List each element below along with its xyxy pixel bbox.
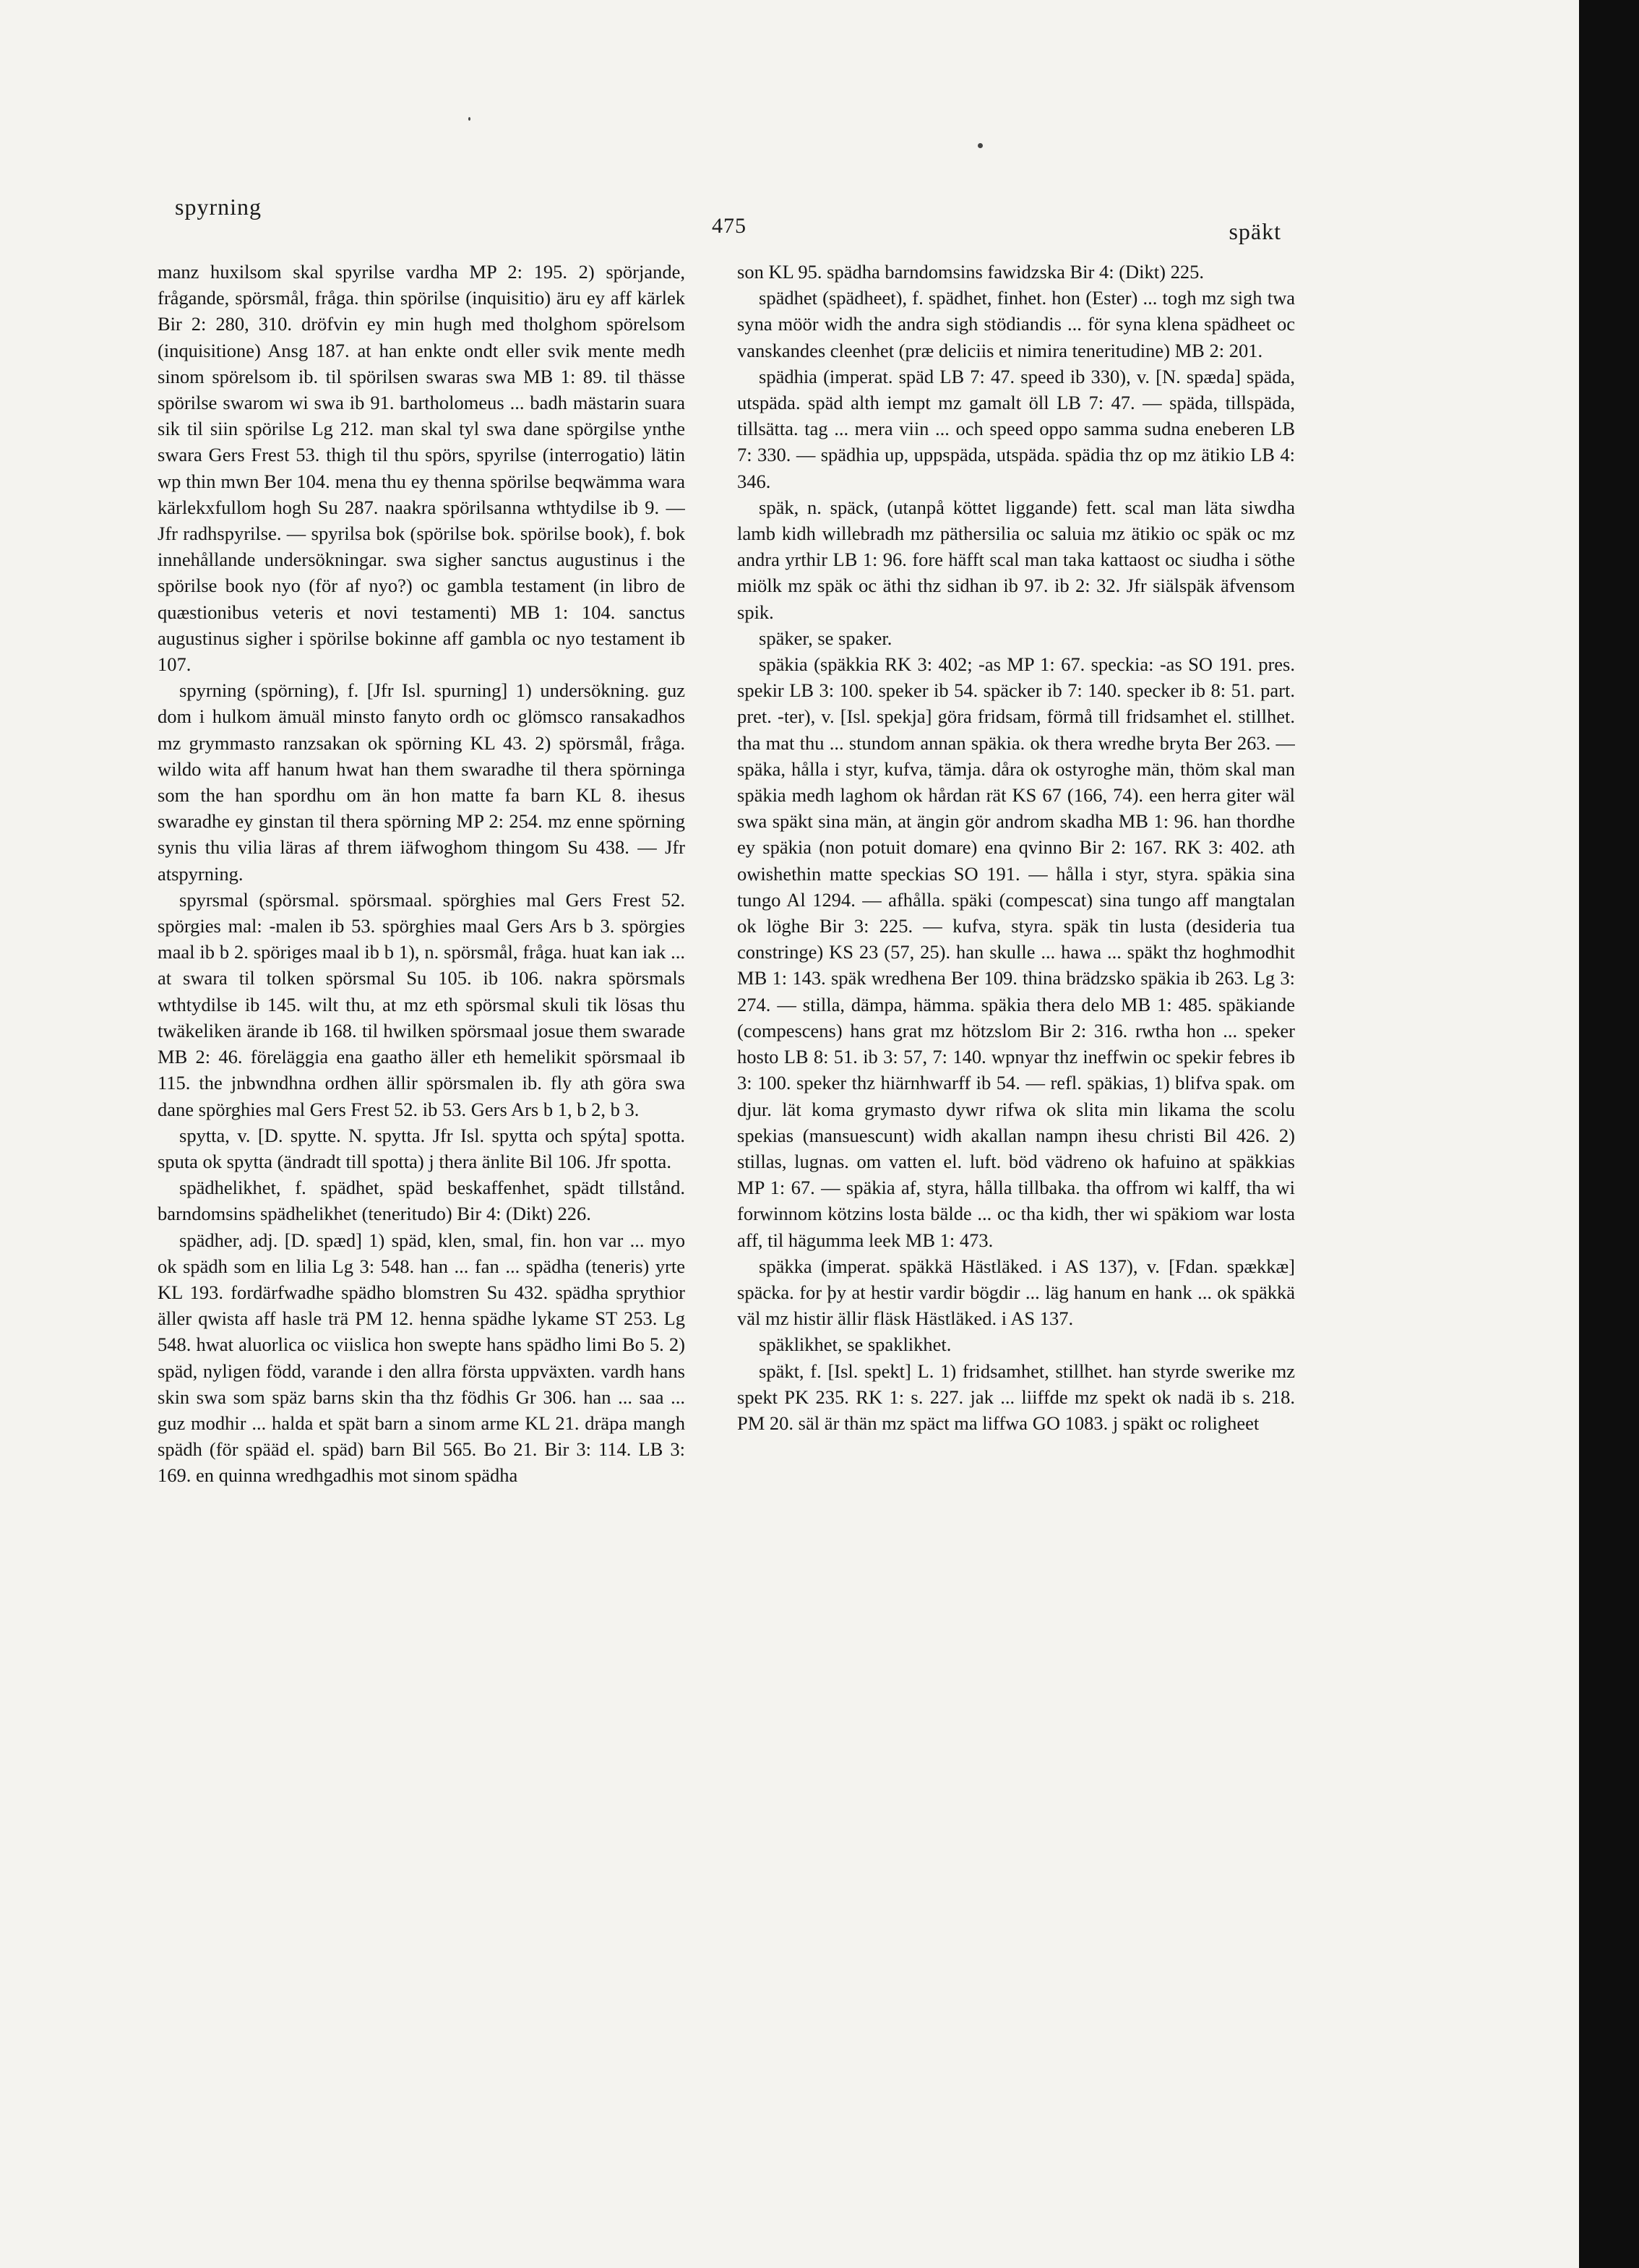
right-column (737, 259, 1295, 1993)
entry-spytta: spytta, v. [D. spytte. N. spytta. Jfr Isl. spytta och spýta] spotta. sputa ok spytta (ändradt till spotta) j thera änlite Bil 106. Jfr spotta. (158, 1124, 685, 1172)
scan-speck (978, 143, 983, 148)
header-right-word: späkt (1229, 218, 1281, 244)
header-left-word: spyrning (175, 194, 262, 220)
entry-spyrilse-continued: manz huxilsom skal spyrilse vardha MP 2: 195. 2) spörjande, frågande, spörsmål, fråga. thin spörilse (inquisitio) äru ey aff kärlek Bir 2: 280, 310. dröfvin ey min hugh med tholghom spörelsom (inquisitione) Ansg 187. at han enkte ondt eller svik mente medh sinom spörelsom ib. til spörilsen swaras swa MB 1: 89. til thässe spörilse swarom wi swa ib 91. bartholomeus ... badh mästarin suara sik til siin spörilse Lg 212. man skal tyl swa dane spörgilse ynthe swara Gers Frest 53. thigh til thu spörs, spyrilse (interrogatio) lätin wp thin mwn Ber 104. mena thu ey thenna spörilse beqwämma wara kärlekxfullom hogh Su 287. naakra spörilsanna wthtydilse ib 9. — Jfr radhspyrilse. — spyrilsa bok (spörilse bok. spörilse book), f. bok innehållande undersökningar. swa sigher sanctus augustinus i the spörilse book nyo (för af nyo?) oc gambla testament (in libro de quæstionibus veteris et novi testamenti) MB 1: 104. sanctus augustinus sigher i spörilse bokinne aff gambla oc nyo testament ib 107. (158, 261, 685, 676)
page-number: 475 (712, 214, 747, 238)
scan-speck (468, 117, 470, 121)
entry-spadhet: spädhet (spädheet), f. spädhet, finhet. hon (Ester) ... togh mz sigh twa syna möör widh the andra sigh stödiandis ... för syna klena spädheet oc vanskandes cleenhet (præ deliciis et nimira teneritudine) MB 2: 201. (737, 287, 1295, 361)
entry-spaker: späker, se spaker. (759, 627, 892, 649)
entry-spadher-continued: son KL 95. spädha barndomsins fawidzska Bir 4: (Dikt) 225. (737, 261, 1204, 283)
entry-spyrning: spyrning (spörning), f. [Jfr Isl. spurning] 1) undersökning. guz dom i hulkom ämuäl minsto fanyto ordh oc glömsco ransakadhos mz grymmasto ranzsakan ok spörning KL 43. 2) spörsmål, fråga. wildo wita aff hanum hwat han them swaradhe til thera spörninga som the han spordhu om än hon matte fa barn KL 8. ihesus swaradhe ey ginstan til thera spörning MP 2: 254. mz enne spörning synis thu vilia läras af threm iäfwoghom thingom Su 438. — Jfr atspyrning. (158, 679, 685, 885)
entry-spakka: späkka (imperat. späkkä Hästläked. i AS 137), v. [Fdan. spækkæ] späcka. for þy at hestir vardir bögdir ... läg hanum en hank ... ok späkkä väl mz histir ällir fläsk Hästläked. i AS 137. (737, 1255, 1295, 1330)
entry-spaklikhet: späklikhet, se spaklikhet. (759, 1333, 952, 1356)
entry-spadher: spädher, adj. [D. spæd] 1) späd, klen, smal, fin. hon var ... myo ok spädh som en lilia Lg 3: 548. han ... fan ... spädha (teneris) yrte KL 193. fordärfwadhe spädho blomstren Su 432. spädha sprythior äller qwista aff hasle trä PM 12. henna spädhe lykame ST 253. Lg 548. hwat aluorlica oc viislica hon swepte hans spädho limi Bo 5. 2) späd, nyligen född, varande i den allra första uppväxten. vardh hans skin swa som späz barns skin tha thz födhis Gr 306. han ... saa ... guz modhir ... halda et spät barn a sinom arme KL 21. dräpa mangh spädh (för spääd el. späd) barn Bil 565. Bo 21. Bir 3: 114. LB 3: 169. en quinna wredhgadhis mot sinom spädha (158, 1229, 685, 1487)
entry-spyrsmal: spyrsmal (spörsmal. spörsmaal. spörghies mal Gers Frest 52. spörgies mal: -malen ib 53. spörghies maal Gers Ars b 3. spörgies maal ib b 2. spöriges maal ib b 1), n. spörsmål, fråga. huat kan iak ... at swara til tolken spörsmal Su 105. ib 106. nakra spörsmals wthtydilse ib 145. wilt thu, at mz eth spörsmal skuli tik lösas thu twäkeliken ärande ib 168. til hwilken spörsmaal josue them swarade MB 2: 46. föreläggia ena gaatho äller eth hemelikit spörsmaal ib 115. the jnbwndhna ordhen ällir spörsmalen ib. fly ath göra swa dane spörghies mal Gers Frest 52. ib 53. Gers Ars b 1, b 2, b 3. (158, 888, 685, 1120)
entry-spakia: späkia (späkkia RK 3: 402; -as MP 1: 67. speckia: -as SO 191. pres. spekir LB 3: 100. speker ib 54. späcker ib 7: 140. specker ib 8: 51. part. pret. -ter), v. [Isl. spekja] göra fridsam, förmå till fridsamhet el. stillhet. tha mat thu ... stundom annan späkia. ok thera wredhe bryta Ber 263. — späka, hålla i styr, kufva, tämja. dåra ok ostyroghe män, thöm skal man späkia medh laghom ok hårdan rät KS 67 (166, 74). een herra giter wäl swa späkt sina män, at ängin gör androm skadha MB 1: 96. han thordhe ey späkia (non potuit domare) ena qvinno Bir 2: 167. RK 3: 402. ath owishethin matte speckias SO 191. — hålla i styr, styra. späkia sina tungo Al 1294. — afhålla. späki (compescat) sina tungo aff mangtalan ok löghe Bir 3: 225. — kufva, styra. späk tin lusta (desideria tua constringe) KS 23 (57, 25). han skulle ... hawa ... späkt thz hoghmodhit MB 1: 143. späk wredhena Ber 109. thina brädzsko späkia ib 263. Lg 3: 274. — stilla, dämpa, hämma. späkia thera delo MB 1: 485. späkiande (compescens) hans grat mz hötzslom Bir 2: 316. rwtha hon ... speker hosto LB 8: 51. ib 3: 57, 7: 140. wpnyar thz ineffwin oc spekir febres ib 3: 100. speker thz hiärnhwarff ib 54. — refl. späkias, 1) blifva spak. om djur. lät koma grymasto dywr rifwa ok slita min likama the scolu spekias (mansuescunt) widh akallan nampn ihesu christi Bil 426. 2) stillas, lugnas. om vatten el. luft. böd vädreno ok hafuino at späkkias MP 1: 67. — späkia af, styra, hålla tillbaka. tha offrom wi kalff, tha wi forwinnom kötzins losta bälde ... oc tha kidh, ther wi späkiom war losta aff, til hägumma leek MB 1: 473. (737, 653, 1295, 1251)
entry-spadhelikhet: spädhelikhet, f. spädhet, späd beskaffenhet, spädt tillstånd. barndomsins spädhelikhet (teneritudo) Bir 4: (Dikt) 226. (158, 1177, 685, 1225)
entry-spakt: späkt, f. [Isl. spekt] L. 1) fridsamhet, stillhet. han styrde swerike mz spekt PK 235. RK 1: s. 227. jak ... liiffde mz spekt ok nadä ib s. 218. PM 20. säl är thän mz späct ma liffwa GO 1083. j späkt oc roligheet (737, 1359, 1295, 1434)
running-header (0, 194, 1579, 244)
entry-spak: späk, n. späck, (utanpå köttet liggande) fett. scal man läta siwdha lamb kidh willebradh mz päthersilia oc saluia mz ätikio oc späk oc mz andra yrthir LB 1: 96. fore häfft scal man taka kattaost oc siudha i söthe miölk mz späk oc äthi thz sidhan ib 97. ib 2: 32. Jfr siälspäk äfvensom spik. (737, 496, 1295, 623)
left-column (158, 259, 685, 1993)
entry-spadhia: spädhia (imperat. späd LB 7: 47. speed ib 330), v. [N. spæda] späda, utspäda. späd alth iempt mz gamalt öll LB 7: 47. — späda, tillspäda, tillsätta. tag ... mera viin ... och speed oppo samma sudna eneberen LB 7: 330. — spädhia up, uppspäda, utspäda. spädia thz op mz ätikio LB 4: 346. (737, 365, 1295, 492)
